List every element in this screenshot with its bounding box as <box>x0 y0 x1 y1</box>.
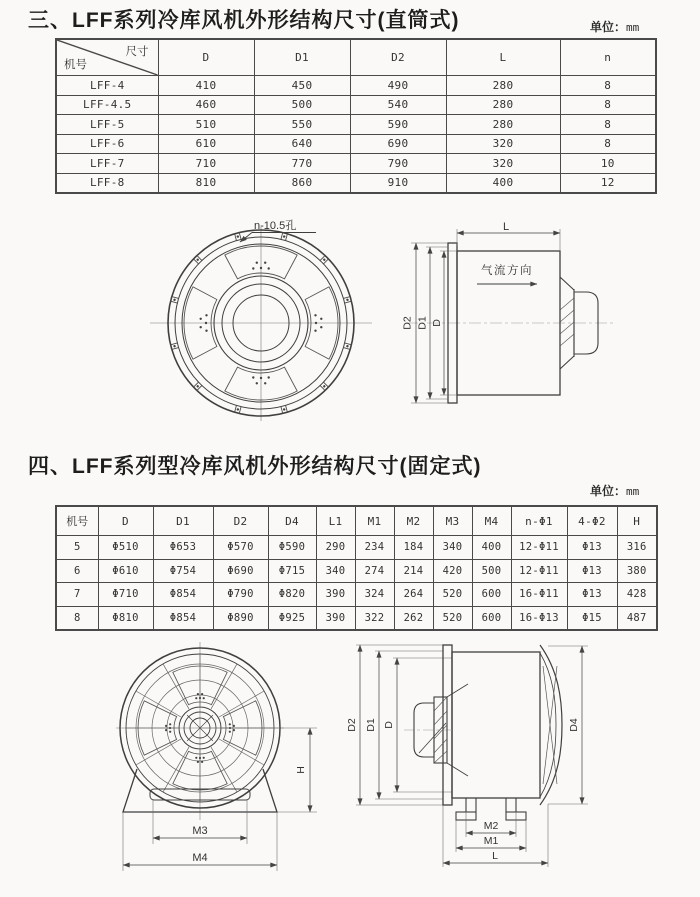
table-cell: 324 <box>355 583 394 607</box>
table-cell: 600 <box>472 606 511 630</box>
unit-label: 单位： <box>590 20 627 34</box>
table-cell: Φ854 <box>153 583 213 607</box>
dim-label-d1: D1 <box>416 316 429 330</box>
table-cell: 8 <box>56 606 98 630</box>
dim-label-m1: M1 <box>483 835 499 847</box>
table-cell: 8 <box>560 134 656 154</box>
table-cell: Φ710 <box>98 583 153 607</box>
table-cell: 600 <box>472 583 511 607</box>
section1-unit-note <box>590 18 639 35</box>
table-cell: 400 <box>446 173 560 193</box>
table-cell: 520 <box>433 583 472 607</box>
table-cell: 12 <box>560 173 656 193</box>
table-cell: LFF-5 <box>56 115 158 135</box>
table-cell: 510 <box>158 115 254 135</box>
col-header-4-phi2: 4-Φ2 <box>567 506 617 536</box>
table-cell: 184 <box>394 536 433 560</box>
table-cell: 280 <box>446 76 560 96</box>
table-cell: 16-Φ13 <box>511 606 567 630</box>
table-cell: Φ15 <box>567 606 617 630</box>
fan-front-view <box>150 227 372 421</box>
col-header-model: 机号 <box>56 506 98 536</box>
col-header-m2: M2 <box>394 506 433 536</box>
table-cell: 8 <box>560 115 656 135</box>
table-cell: 520 <box>433 606 472 630</box>
figure2-fixed-type-drawings <box>95 632 615 892</box>
dim-label-m4: M4 <box>192 852 208 864</box>
table-cell: 8 <box>560 95 656 115</box>
col-header-l1: L1 <box>316 506 355 536</box>
table-cell: 12-Φ11 <box>511 559 567 583</box>
table-cell: 280 <box>446 95 560 115</box>
section2-title: 四、LFF系列型冷库风机外形结构尺寸(固定式) <box>28 455 482 478</box>
table-cell: 610 <box>158 134 254 154</box>
table-cell: 790 <box>350 154 446 174</box>
table-cell: 16-Φ11 <box>511 583 567 607</box>
table-cell: 340 <box>316 559 355 583</box>
airflow-direction-label: 气流方向 <box>481 265 533 277</box>
col-header-d2: D2 <box>350 39 446 76</box>
table-cell: Φ820 <box>268 583 316 607</box>
table-row <box>56 95 656 115</box>
table-row <box>56 154 656 174</box>
table-row <box>56 173 656 193</box>
table-cell: LFF-6 <box>56 134 158 154</box>
table-cell: Φ653 <box>153 536 213 560</box>
table-cell: 8 <box>560 76 656 96</box>
table-row <box>56 583 657 607</box>
fan-side-view-fixed <box>356 645 588 867</box>
dim-label-m2: M2 <box>483 820 499 832</box>
motor-hub <box>404 684 468 776</box>
unit-label: 单位： <box>590 484 627 498</box>
table-cell: 214 <box>394 559 433 583</box>
col-header-d1: D1 <box>254 39 350 76</box>
table-row <box>56 76 656 96</box>
table-cell: 810 <box>158 173 254 193</box>
table-cell: 640 <box>254 134 350 154</box>
lff-fixed-type-table <box>55 505 658 631</box>
table-cell: 390 <box>316 583 355 607</box>
dim-label-l: L <box>502 221 510 233</box>
table-cell: 390 <box>316 606 355 630</box>
col-header-l: L <box>446 39 560 76</box>
col-header-d: D <box>158 39 254 76</box>
figure1-straight-type-drawings <box>95 200 625 440</box>
table-cell: 274 <box>355 559 394 583</box>
table-cell: 320 <box>446 134 560 154</box>
table-cell: 860 <box>254 173 350 193</box>
table-header-row <box>56 506 657 536</box>
col-header-n: n <box>560 39 656 76</box>
dim-label-d1: D1 <box>365 718 377 732</box>
table-cell: 420 <box>433 559 472 583</box>
col-header-m1: M1 <box>355 506 394 536</box>
table-row <box>56 606 657 630</box>
table-cell: Φ790 <box>213 583 268 607</box>
section1-title: 三、LFF系列冷库风机外形结构尺寸(直筒式) <box>28 9 460 32</box>
table-cell: 690 <box>350 134 446 154</box>
table-cell: 234 <box>355 536 394 560</box>
table-cell: Φ925 <box>268 606 316 630</box>
dim-label-m3: M3 <box>192 825 208 837</box>
inlet-bell <box>540 645 562 805</box>
corner-header-cell <box>56 39 158 76</box>
col-header-d1: D1 <box>153 506 213 536</box>
table-cell: 428 <box>617 583 657 607</box>
table-row <box>56 134 656 154</box>
table-cell: 12-Φ11 <box>511 536 567 560</box>
dim-label-d2: D2 <box>401 316 414 330</box>
fan-side-view <box>406 229 614 403</box>
table-cell: Φ890 <box>213 606 268 630</box>
table-cell: 264 <box>394 583 433 607</box>
table-row <box>56 536 657 560</box>
col-header-h: H <box>617 506 657 536</box>
table-cell: 540 <box>350 95 446 115</box>
corner-label-model: 机号 <box>64 59 87 71</box>
dim-label-d: D <box>431 319 443 327</box>
table-cell: 10 <box>560 154 656 174</box>
table-cell: 770 <box>254 154 350 174</box>
table-cell: LFF-7 <box>56 154 158 174</box>
table-cell: 490 <box>350 76 446 96</box>
table-cell: Φ13 <box>567 536 617 560</box>
table-cell: 590 <box>350 115 446 135</box>
table-cell: Φ610 <box>98 559 153 583</box>
table-cell: Φ510 <box>98 536 153 560</box>
fan-front-view-with-stand <box>116 642 317 871</box>
table-cell: LFF-8 <box>56 173 158 193</box>
table-cell: 280 <box>446 115 560 135</box>
table-cell: Φ854 <box>153 606 213 630</box>
table-cell: 710 <box>158 154 254 174</box>
table-cell: Φ810 <box>98 606 153 630</box>
dim-label-d4: D4 <box>568 718 580 732</box>
col-header-m4: M4 <box>472 506 511 536</box>
col-header-m3: M3 <box>433 506 472 536</box>
col-header-d2: D2 <box>213 506 268 536</box>
table-cell: 320 <box>446 154 560 174</box>
table-cell: LFF-4 <box>56 76 158 96</box>
table-cell: Φ715 <box>268 559 316 583</box>
table-cell: 380 <box>617 559 657 583</box>
table-cell: LFF-4.5 <box>56 95 158 115</box>
dim-label-l: L <box>492 850 498 862</box>
table-row <box>56 559 657 583</box>
table-cell: 500 <box>472 559 511 583</box>
table-cell: Φ590 <box>268 536 316 560</box>
hole-callout-label: n-10.5孔 <box>254 220 297 232</box>
table-cell: 500 <box>254 95 350 115</box>
table-header-row <box>56 39 656 76</box>
table-cell: Φ570 <box>213 536 268 560</box>
table-cell: 6 <box>56 559 98 583</box>
col-header-d: D <box>98 506 153 536</box>
col-header-n-phi1: n-Φ1 <box>511 506 567 536</box>
table-cell: 5 <box>56 536 98 560</box>
mounting-feet <box>456 798 526 820</box>
section2-unit-note <box>590 482 639 499</box>
col-header-d4: D4 <box>268 506 316 536</box>
table-cell: 316 <box>617 536 657 560</box>
table-cell: 410 <box>158 76 254 96</box>
table-cell: 262 <box>394 606 433 630</box>
table-cell: 340 <box>433 536 472 560</box>
table-cell: 400 <box>472 536 511 560</box>
table-cell: 290 <box>316 536 355 560</box>
table-cell: 7 <box>56 583 98 607</box>
unit-value: mm <box>626 21 640 34</box>
table-cell: 450 <box>254 76 350 96</box>
unit-value: mm <box>626 485 640 498</box>
table-row <box>56 115 656 135</box>
lff-straight-type-table <box>55 38 657 194</box>
table-cell: Φ13 <box>567 559 617 583</box>
table-cell: 910 <box>350 173 446 193</box>
table-cell: Φ690 <box>213 559 268 583</box>
dim-label-h: H <box>295 766 307 774</box>
table-cell: 460 <box>158 95 254 115</box>
table-cell: 322 <box>355 606 394 630</box>
table-cell: Φ13 <box>567 583 617 607</box>
table-cell: 487 <box>617 606 657 630</box>
table-cell: 550 <box>254 115 350 135</box>
table-cell: Φ754 <box>153 559 213 583</box>
corner-label-size: 尺寸 <box>125 46 149 58</box>
dim-label-d2: D2 <box>346 718 358 732</box>
dim-label-d: D <box>383 721 395 729</box>
